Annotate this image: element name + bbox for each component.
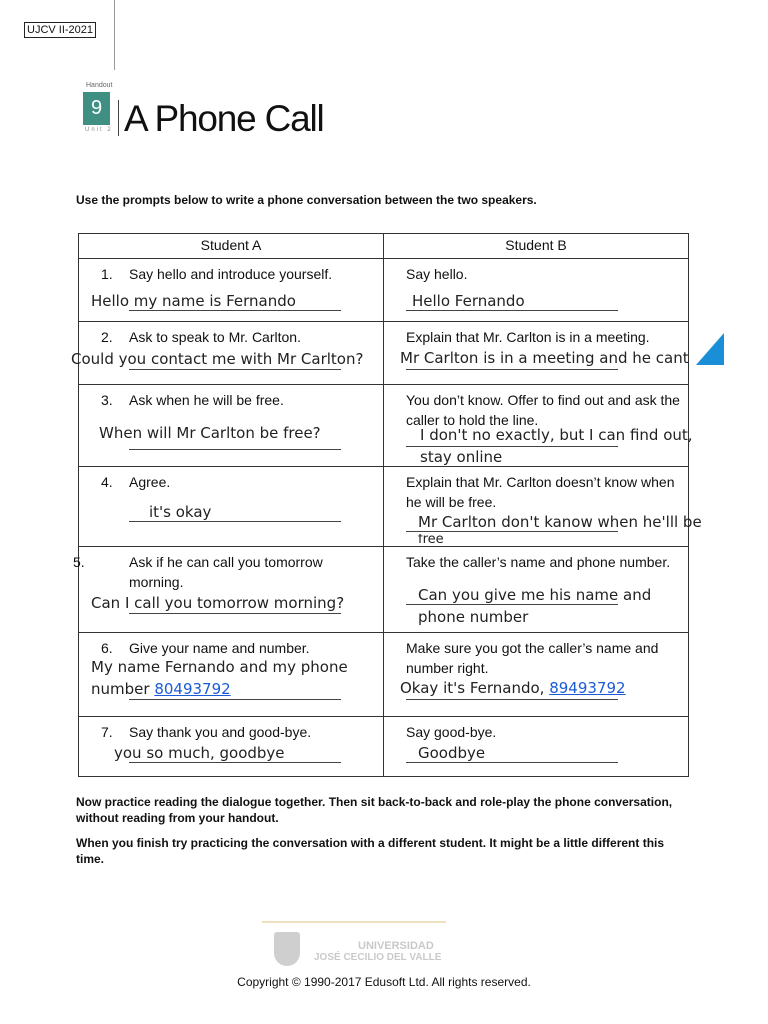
answer-underline [406,699,618,700]
column-header-student-b: Student B [384,234,689,259]
answer-underline [406,310,618,311]
answer-a: it's okay [149,503,212,521]
row-3-student-b [384,385,693,467]
document-code: UJCV II-2021 [24,22,96,38]
answer-a-line-2: number [91,680,150,698]
answer-b: Goodbye [418,744,486,762]
practice-note-2: When you finish try practicing the conversation with a different student. It might be a little different this time. [76,836,665,866]
row-number: 4. [101,474,113,490]
prompt-a: Ask to speak to Mr. Carlton. [129,329,301,345]
answer-underline [406,531,618,532]
prompt-a: Say hello and introduce yourself. [129,266,333,282]
answer-underline [129,613,341,614]
answer-a: Hello my name is Fernando [91,292,296,310]
row-2-student-a [71,322,384,385]
row-number: 1. [101,266,113,282]
row-number: 2. [101,329,113,345]
row-4-student-b [384,467,702,547]
answer-b-line-2: free [418,534,444,546]
answer-b-line-1: Can you give me his name and [418,586,652,604]
prompt-a: Ask if he can call you tomorrow morning. [129,554,323,590]
logo-text-line-2: JOSÉ CECILIO DEL VALLE [314,952,442,963]
row-6-student-b [384,633,689,717]
university-logo [270,920,450,980]
blue-triangle-marker [696,333,724,365]
prompt-a: Give your name and number. [129,640,310,656]
row-7-student-b [384,717,689,777]
row-7-student-a [79,717,384,777]
answer-b-line-1: I don't no exactly, but I can find out, [420,426,693,444]
practice-note: Now practice reading the dialogue together. Then sit back-to-back and role-play the phone conversation, without reading from your handout. [76,795,673,825]
row-6-student-a [79,633,384,717]
handout-label: Handout [86,82,113,89]
answer-underline [129,699,341,700]
prompt-b: Say hello. [406,266,468,282]
row-4-student-a [79,467,384,547]
prompt-a: Ask when he will be free. [129,392,284,408]
answer-underline [406,604,618,605]
prompt-a: Say thank you and good-bye. [129,724,312,740]
prompt-b: Make sure you got the caller’s name and number right. [406,640,659,676]
row-1-student-b [384,259,689,322]
prompt-b: Explain that Mr. Carlton doesn’t know when he will be free. [406,474,675,510]
answer-underline [129,762,341,763]
answer-a-line-1: My name Fernando and my phone [91,658,348,676]
column-header-student-a: Student A [79,234,384,259]
row-5-student-b [384,547,689,633]
prompt-b: Explain that Mr. Carlton is in a meeting. [406,329,650,345]
university-crest-icon [274,932,300,966]
row-number: 5. [73,554,85,570]
row-5-student-a [73,547,384,633]
answer-b-line-2: phone number [418,608,529,626]
instructions: Use the prompts below to write a phone conversation between the two speakers. [76,193,537,207]
prompt-a: Agree. [129,474,171,490]
row-1-student-a [79,259,384,322]
answer-a: When will Mr Carlton be free? [99,424,321,442]
row-number: 6. [101,640,113,656]
header-divider [114,0,115,70]
row-3-student-a [79,385,384,467]
unit-number-badge: 9 [83,92,110,125]
row-number: 7. [101,724,113,740]
row-number: 3. [101,392,113,408]
answer-underline [129,369,341,370]
answer-b-line-1: Mr Carlton don't kanow when he'lll be [418,513,702,531]
row-2-student-b [384,322,689,385]
answer-b: Mr Carlton is in a meeting and he cant [400,349,689,367]
page-title: A Phone Call [124,98,324,139]
prompt-b: Take the caller’s name and phone number. [406,554,671,570]
answer-underline [129,449,341,450]
answer-b-line-2: stay online [420,448,503,466]
answer-a: Can I call you tomorrow morning? [91,594,345,612]
answer-underline [129,521,341,522]
answer-b: Okay it's Fernando, [400,679,545,697]
copyright: Copyright © 1990-2017 Edusoft Ltd. All rights reserved. [237,975,531,989]
prompt-b: You don’t know. Offer to find out and ask the caller to hold the line. [406,392,680,428]
unit-label: Unit 2 [85,127,113,133]
title-rule [118,100,119,136]
logo-text-line-1: UNIVERSIDAD [358,940,434,952]
answer-a: you so much, goodbye [114,744,285,762]
phone-number-link[interactable]: 89493792 [549,679,626,697]
phone-number-link[interactable]: 80493792 [154,680,231,698]
prompt-b: Say good-bye. [406,724,497,740]
answer-b: Hello Fernando [412,292,525,310]
answer-underline [129,310,341,311]
answer-a: Could you contact me with Mr Carlton? [71,350,364,368]
answer-underline [406,762,618,763]
conversation-table [71,233,702,777]
answer-underline [406,369,618,370]
